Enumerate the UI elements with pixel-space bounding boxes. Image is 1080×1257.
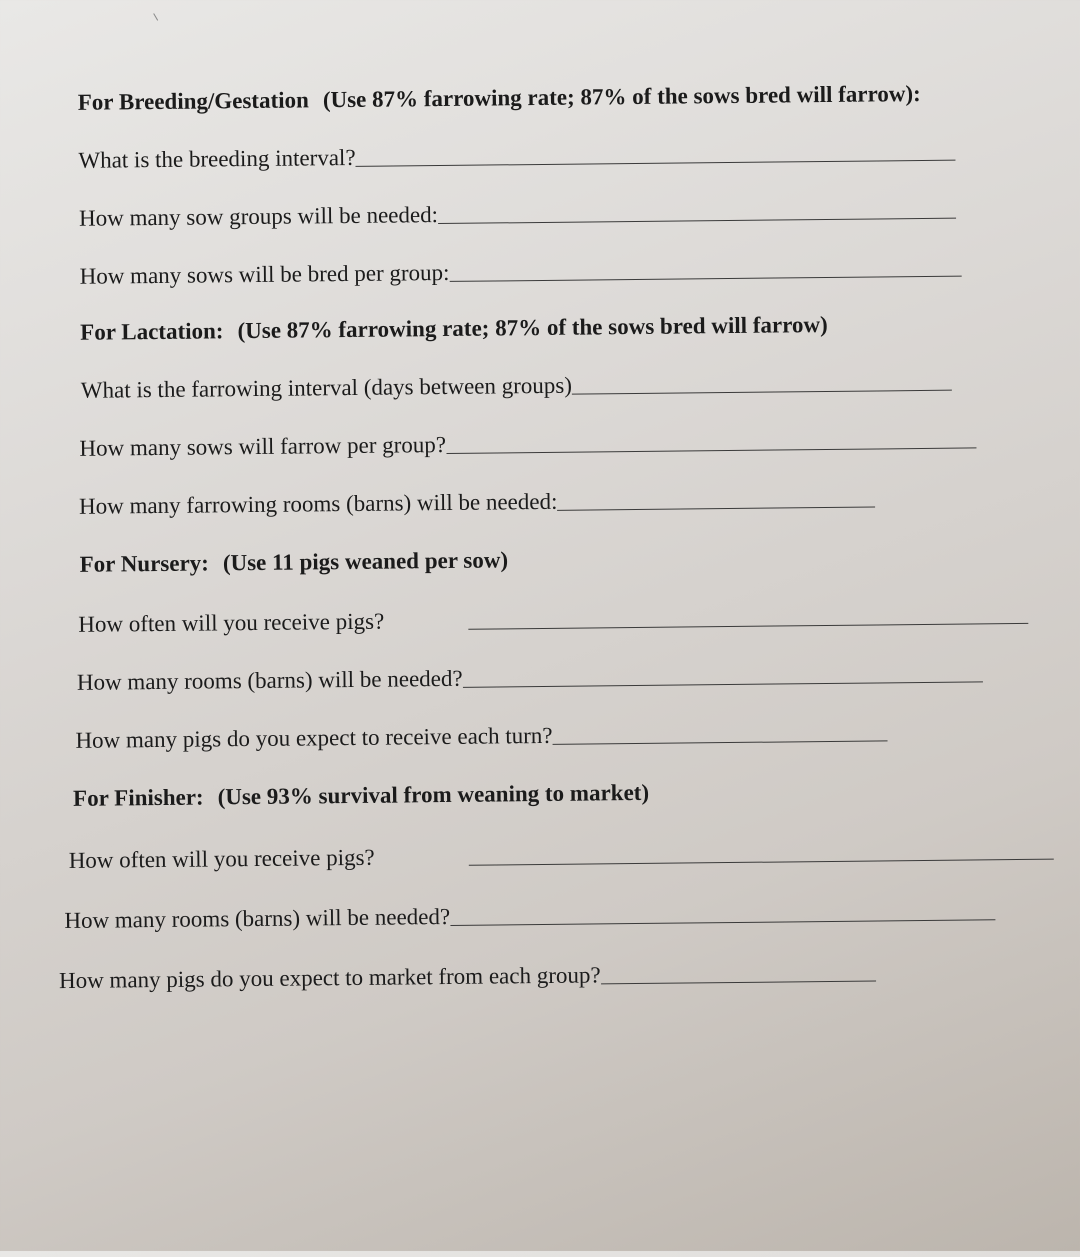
section-note: (Use 87% farrowing rate; 87% of the sows bred will farrow) [237, 311, 828, 344]
answer-blank[interactable] [601, 980, 876, 985]
question-label: How many sow groups will be needed: [78, 202, 439, 231]
answer-blank[interactable] [557, 505, 875, 510]
section-title: For Breeding/Gestation [77, 87, 309, 115]
question-label: How many farrowing rooms (barns) will be needed: [78, 488, 558, 519]
answer-blank[interactable] [572, 389, 952, 395]
question-label: How many pigs do you expect to receive each turn? [75, 722, 553, 753]
question-row [81, 362, 952, 405]
section-title: For Finisher: [72, 784, 204, 811]
question-row [59, 953, 876, 996]
answer-blank[interactable] [468, 622, 1028, 630]
question-row [78, 132, 955, 175]
question-row [78, 595, 1028, 639]
question-row [79, 190, 956, 233]
question-row [79, 248, 961, 291]
answer-blank[interactable] [450, 918, 995, 926]
stray-pen-mark [153, 11, 161, 20]
answer-blank[interactable] [356, 159, 956, 167]
question-label: How many rooms (barns) will be needed? [64, 903, 451, 934]
answer-blank[interactable] [450, 275, 962, 282]
question-label: How many sows will be bred per group: [79, 259, 450, 289]
question-row [75, 712, 887, 755]
answer-blank[interactable] [553, 739, 888, 745]
section-heading-lactation [80, 305, 828, 347]
question-row [77, 653, 983, 696]
answer-blank[interactable] [438, 217, 956, 224]
question-label: How many pigs do you expect to market from each group? [58, 962, 601, 994]
question-label: How often will you receive pigs? [68, 844, 375, 873]
section-note: (Use 11 pigs weaned per sow) [222, 547, 509, 576]
section-title: For Nursery: [79, 550, 210, 577]
question-label: How many sows will farrow per group? [79, 431, 447, 461]
question-label: What is the breeding interval? [78, 144, 356, 173]
question-label: How often will you receive pigs? [78, 608, 385, 637]
question-label: What is the farrowing interval (days between groups) [80, 372, 573, 403]
section-heading-breeding [78, 74, 921, 117]
question-row [64, 891, 995, 935]
section-note: (Use 93% survival from weaning to market) [217, 779, 650, 810]
section-heading-nursery [79, 540, 508, 578]
section-title: For Lactation: [80, 318, 224, 345]
question-row [79, 478, 876, 520]
question-row [69, 831, 1054, 875]
answer-blank[interactable] [469, 858, 1054, 866]
question-label: How many rooms (barns) will be needed? [76, 665, 463, 695]
section-note: (Use 87% farrowing rate; 87% of the sows bred will farrow): [322, 80, 921, 113]
section-heading-finisher [73, 773, 649, 813]
question-row [79, 419, 976, 462]
answer-blank[interactable] [446, 446, 976, 454]
answer-blank[interactable] [463, 680, 983, 687]
